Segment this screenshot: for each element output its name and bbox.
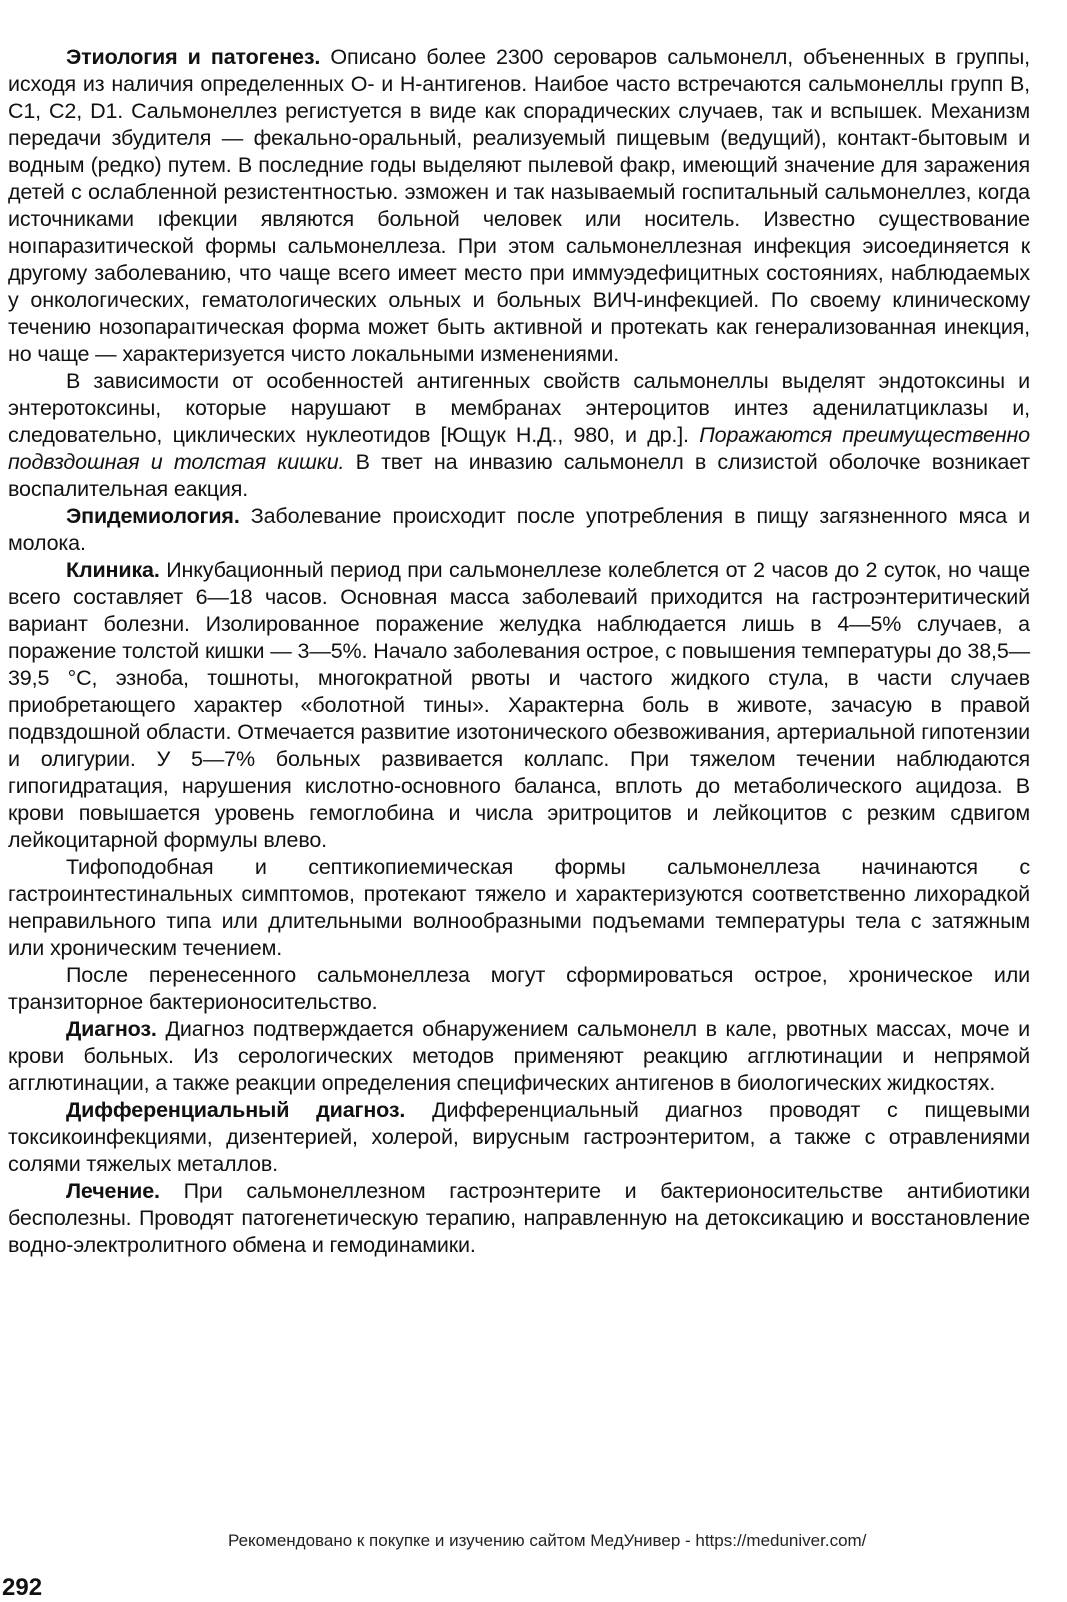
paragraph-typhoid-form bbox=[8, 854, 1030, 962]
text-epidemiology: Заболевание происходит после употребления в пищу загязненного мяса и молока. bbox=[8, 504, 1030, 555]
heading-treatment: Лечение. bbox=[66, 1179, 160, 1203]
footer-recommendation: Рекомендовано к покупке и изучению сайтом МедУнивер - https://meduniver.com/ bbox=[228, 1531, 867, 1550]
heading-diagnosis: Диагноз. bbox=[66, 1017, 157, 1041]
text-differential: Дифференциальный диагноз проводят с пищевыми токсикоинфекциями, дизентерией, холерой, вирусным гастроэнтеритом, а также с отравлениями солями тяжелых металлов. bbox=[8, 1098, 1030, 1176]
page-number: 292 bbox=[2, 1574, 43, 1601]
text-antigens: В зависимости от особенностей антигенных свойств сальмонеллы выделят эндотоксины и энтеротоксины, которые нарушают в мембранах энтероцитов интез аденилатциклазы и, следовательно, циклических нуклеотидов [Ющук Н.Д., 980, и др.]. bbox=[8, 369, 1030, 447]
text-etiology: Описано более 2300 сероваров сальмонелл, объененных в группы, исходя из наличия определенных О- и Н-антигенов. Наибое часто встречаются сальмонеллы групп В, С1, С2, D1. Сальмонеллез регистуется в виде как спорадических случаев, так и вспышек. Механизм передачи збудителя — фекально-оральный, реализуемый пищевым (ведущий), контакт-бытовым и водным (редко) путем. В последние годы выделяют пылевой факр, имеющий значение для заражения детей с ослабленной резистентностью. эзможен и так называемый госпитальный сальмонеллез, когда источниками ıфекции являются больной человек или носитель. Известно существование ноıпаразитической формы сальмонеллеза. При этом сальмонеллезная инфекция эисоединяется к другому заболеванию, что чаще всего имеет место при иммуэдефицитных состояниях, наблюдаемых у онкологических, гематологических ольных и больных ВИЧ-инфекцией. По своему клиническому течению нозопараıтическая форма может быть активной и протекать как генерализованная инекция, но чаще — характеризуется чисто локальными изменениями. bbox=[8, 45, 1030, 366]
italic-antigens: Поражаются преимущественно подвздошная и толстая кишки. bbox=[8, 423, 1030, 474]
paragraph-carrier bbox=[8, 962, 1030, 1016]
text-clinic: Инкубационный период при сальмонеллезе колеблется от 2 часов до 2 суток, но чаще всего составляет 6—18 часов. Основная масса заболеваий приходится на гастроэнтеритический вариант болезни. Изолированное поражение желудка наблюдается лишь в 4—5% случаев, а поражение толстой кишки — 3—5%. Начало заболевания острое, с повышения температуры до 38,5—39,5 °С, эзноба, тошноты, многократной рвоты и частого жидкого стула, в части случаев приобретающего характер «болотной тины». Характерна боль в животе, зачасую в правой подвздошной области. Отмечается развитие изотонического обезвоживания, артериальной гипотензии и олигурии. У 5—7% больных развивается коллапс. При тяжелом течении наблюдаются гипогидратация, нарушения кислотно-основного баланса, вплоть до метаболического ацидоза. В крови повышается уровень гемоглобина и числа эритроцитов и лейкоцитов с резким сдвигом лейкоцитарной формулы влево. bbox=[8, 558, 1030, 852]
paragraph-etiology bbox=[8, 44, 1030, 368]
heading-clinic: Клиника. bbox=[66, 558, 160, 582]
text-antigens-2: В твет на инвазию сальмонелл в слизистой оболочке возникает воспалительная еакция. bbox=[8, 450, 1030, 501]
heading-differential: Дифференциальный диагноз. bbox=[66, 1098, 406, 1122]
text-treatment: При сальмонеллезном гастроэнтерите и бактерионосительстве антибиотики бесполезны. Проводят патогенетическую терапию, направленную на детоксикацию и восстановление водно-электролитного обмена и гемодинамики. bbox=[8, 1179, 1030, 1257]
paragraph-treatment bbox=[8, 1178, 1030, 1259]
paragraph-clinic bbox=[8, 557, 1030, 854]
paragraph-diagnosis bbox=[8, 1016, 1030, 1097]
text-diagnosis: Диагноз подтверждается обнаружением сальмонелл в кале, рвотных массах, моче и крови больных. Из серологических методов применяют реакцию агглютинации и непрямой агглютинации, а также реакции определения специфических антигенов в биологических жидкостях. bbox=[8, 1017, 1030, 1095]
paragraph-differential bbox=[8, 1097, 1030, 1178]
text-carrier: После перенесенного сальмонеллеза могут сформироваться острое, хроническое или транзиторное бактерионосительство. bbox=[8, 963, 1030, 1014]
paragraph-antigens bbox=[8, 368, 1030, 503]
heading-epidemiology: Эпидемиология. bbox=[66, 504, 240, 528]
page-body bbox=[0, 44, 1030, 1259]
heading-etiology: Этиология и патогенез. bbox=[66, 45, 321, 69]
paragraph-epidemiology bbox=[8, 503, 1030, 557]
text-typhoid-form: Тифоподобная и септикопиемическая формы сальмонеллеза начинаются с гастроинтестинальных симптомов, протекают тяжело и характеризуются соответственно лихорадкой неправильного типа или длительными волнообразными подъемами температуры тела с затяжным или хроническим течением. bbox=[8, 855, 1030, 960]
